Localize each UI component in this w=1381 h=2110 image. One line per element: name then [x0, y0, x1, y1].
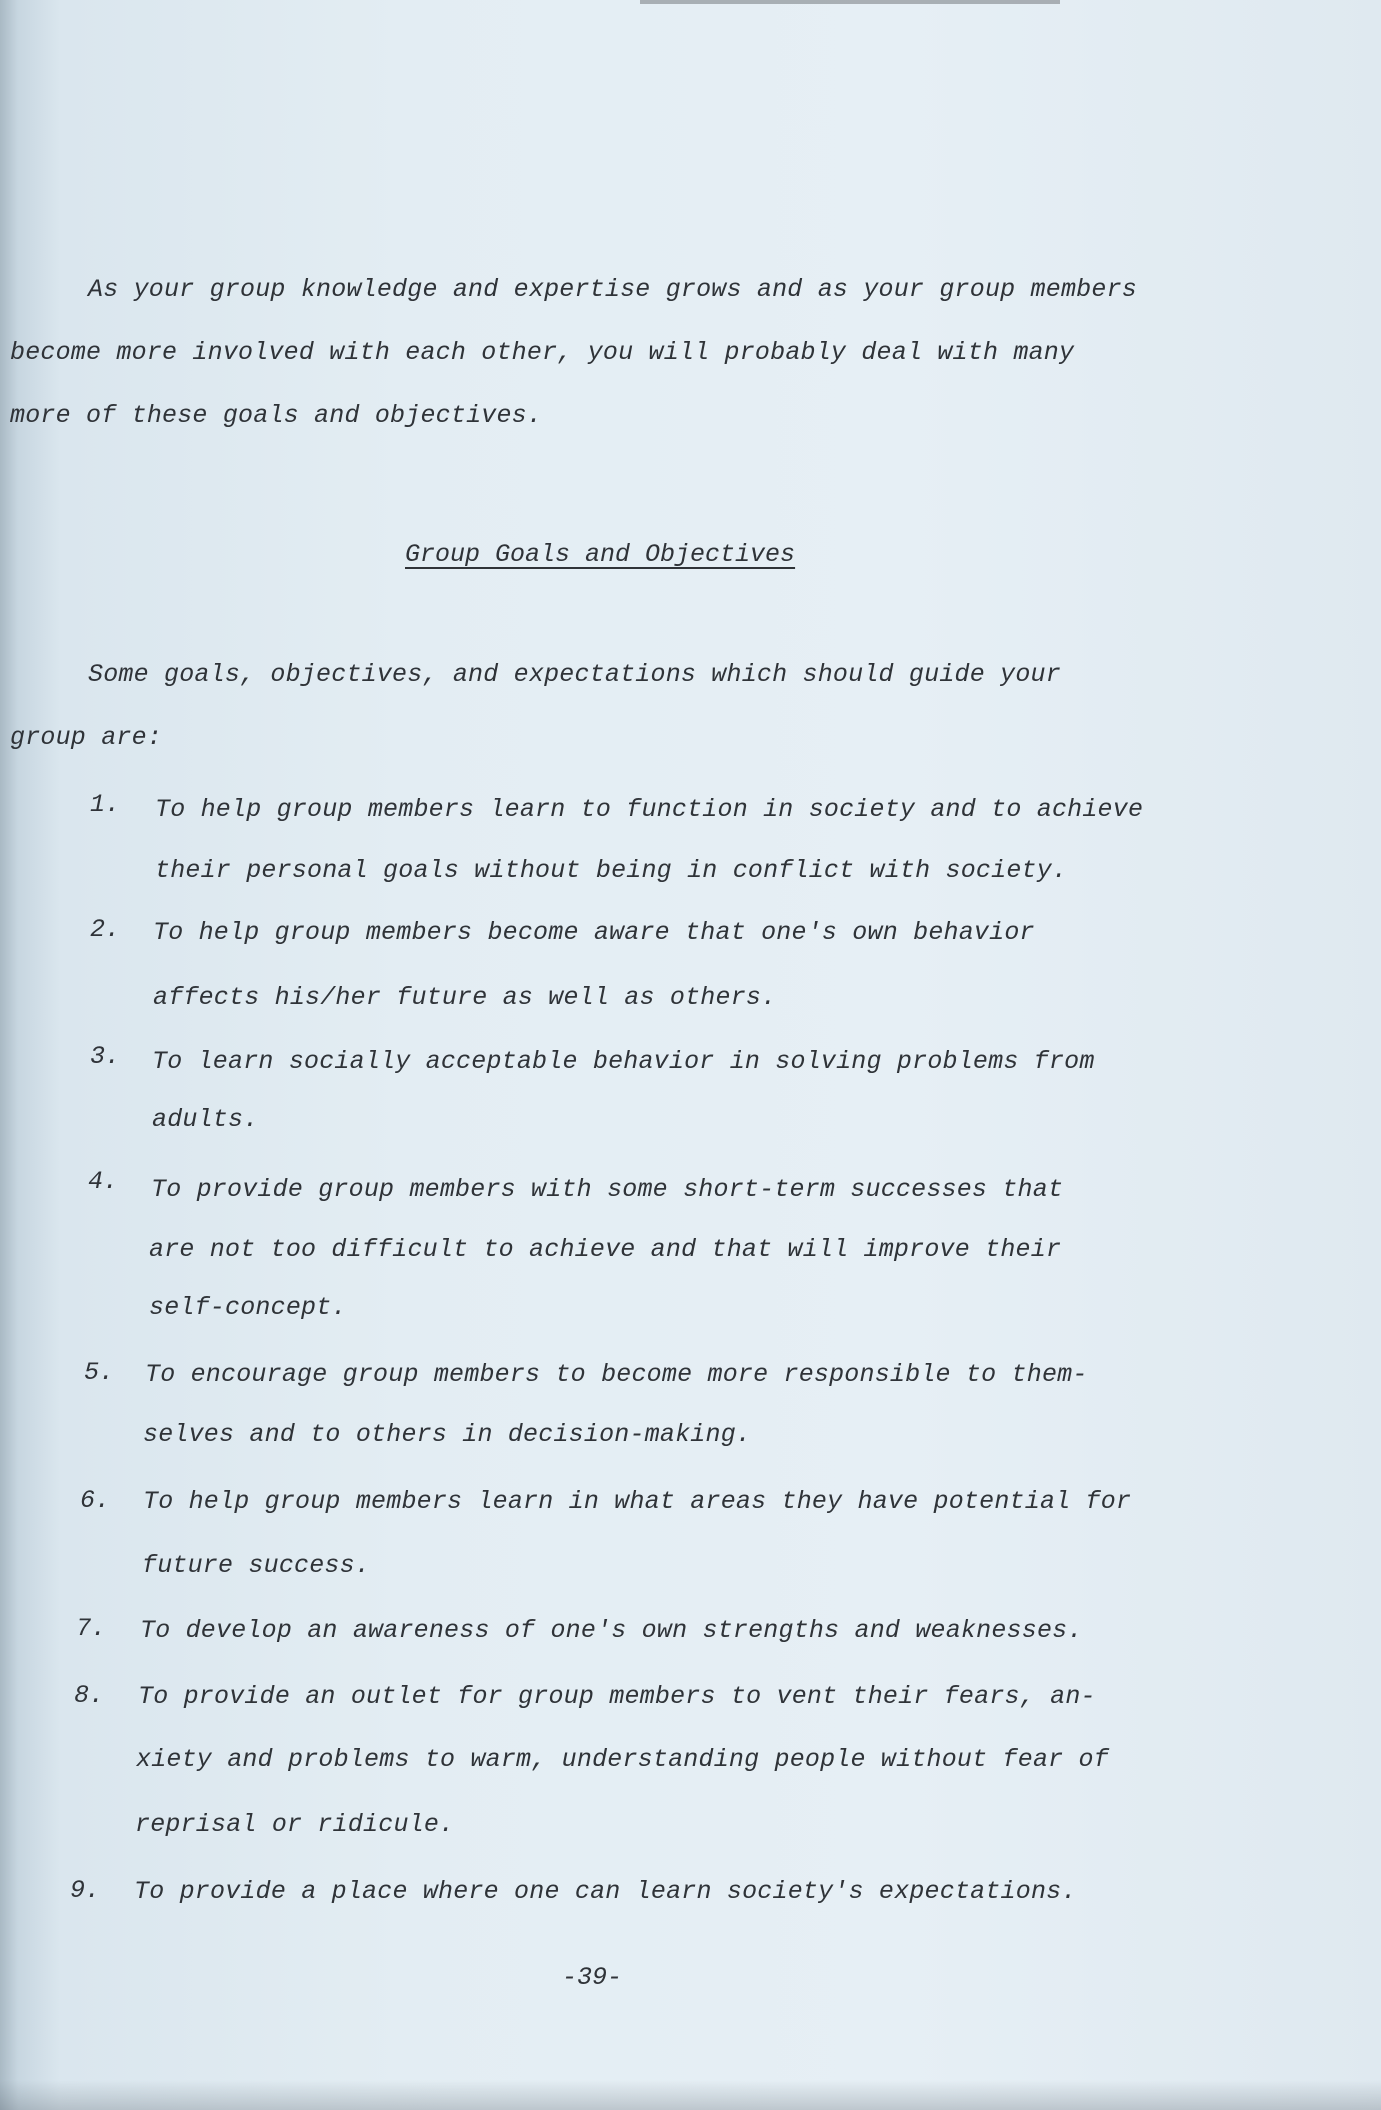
list-item-number: 9.	[70, 1876, 101, 1905]
list-item-text-line: future success.	[142, 1551, 371, 1580]
list-item-text-line: To help group members learn in what areas they have potential for	[143, 1487, 1132, 1516]
list-item-text-line: their personal goals without being in conflict with society.	[155, 856, 1068, 885]
list-item-text-line: are not too difficult to achieve and that will improve their	[149, 1235, 1062, 1264]
list-item-text-line: To learn socially acceptable behavior in solving problems from	[152, 1047, 1095, 1076]
intro-line-3: more of these goals and objectives.	[10, 401, 543, 430]
list-item-number: 5.	[84, 1358, 115, 1387]
intro-line-1: As your group knowledge and expertise grows and as your group members	[88, 275, 1137, 304]
list-item-text-line: To provide an outlet for group members to vent their fears, an-	[138, 1682, 1096, 1711]
page-number: -39-	[562, 1963, 623, 1992]
list-item-number: 4.	[88, 1167, 119, 1196]
list-item-number: 6.	[80, 1486, 111, 1515]
list-item-text-line: xiety and problems to warm, understanding people without fear of	[136, 1745, 1109, 1774]
list-item-text-line: self-concept.	[149, 1293, 347, 1322]
intro-line-2: become more involved with each other, you will probably deal with many	[10, 338, 1075, 367]
list-item-number: 8.	[74, 1681, 105, 1710]
list-item-number: 2.	[90, 915, 121, 944]
list-item-number: 7.	[76, 1614, 107, 1643]
top-edge-mark	[640, 0, 1060, 4]
list-item-number: 3.	[90, 1042, 121, 1071]
list-item-text-line: affects his/her future as well as others.	[153, 983, 777, 1012]
list-item-text-line: To help group members become aware that one's own behavior	[153, 918, 1035, 947]
list-item-text-line: To provide a place where one can learn society's expectations.	[134, 1877, 1077, 1906]
list-item-text-line: To develop an awareness of one's own strengths and weaknesses.	[140, 1616, 1083, 1645]
list-item-text-line: To provide group members with some short-term successes that	[151, 1175, 1064, 1204]
list-item-text-line: To help group members learn to function in society and to achieve	[155, 795, 1144, 824]
lead-line-2: group are:	[10, 723, 163, 752]
list-item-text-line: reprisal or ridicule.	[135, 1810, 455, 1839]
section-heading: Group Goals and Objectives	[405, 540, 796, 569]
list-item-text-line: To encourage group members to become more responsible to them-	[145, 1360, 1088, 1389]
list-item-text-line: selves and to others in decision-making.	[143, 1420, 752, 1449]
list-item-text-line: adults.	[152, 1105, 259, 1134]
list-item-number: 1.	[90, 790, 121, 819]
lead-line-1: Some goals, objectives, and expectations which should guide your	[88, 660, 1061, 689]
